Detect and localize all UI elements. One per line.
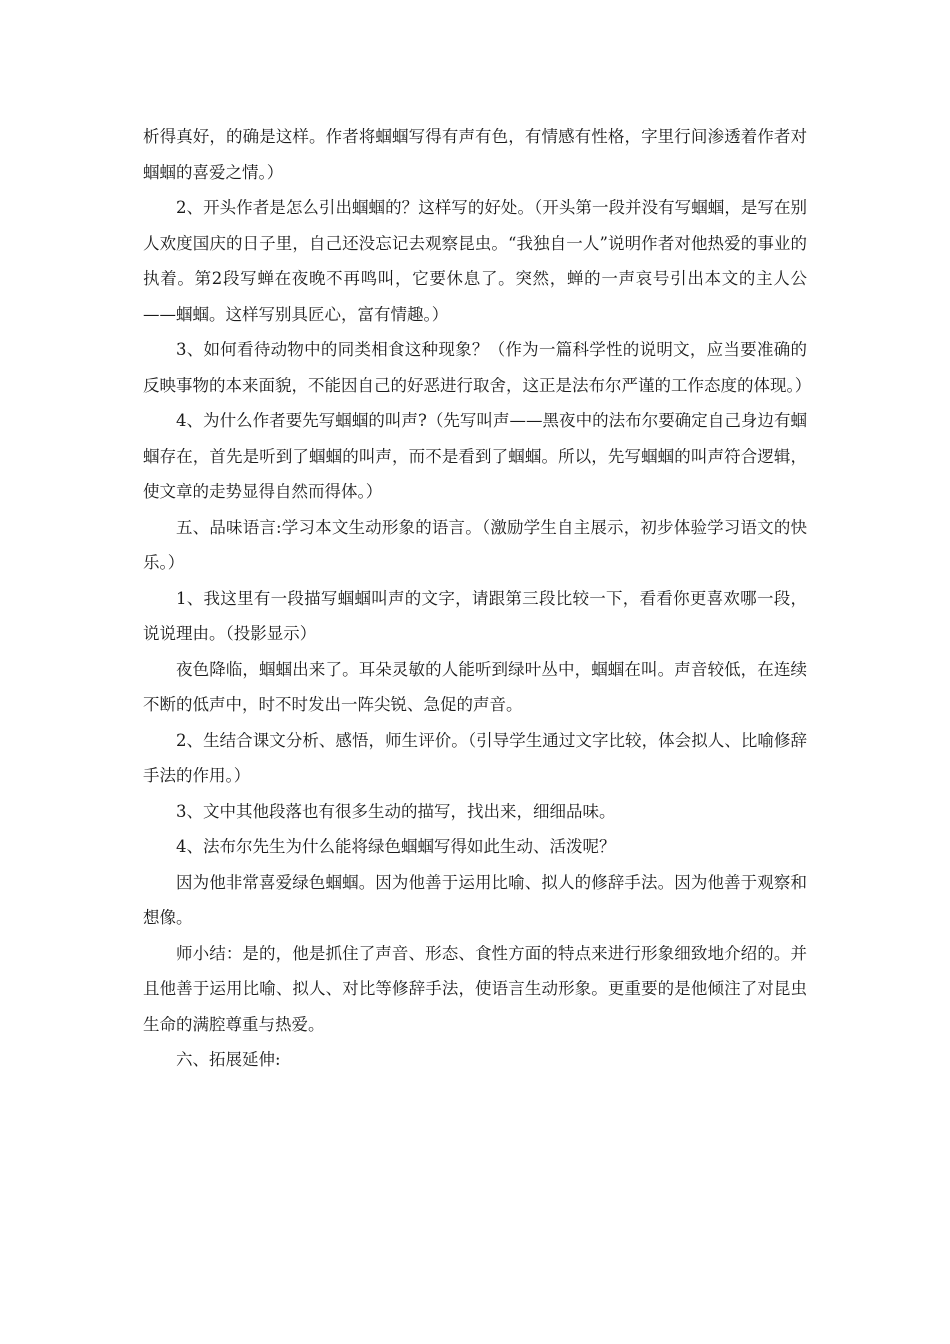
paragraph-6: 1、我这里有一段描写蝈蝈叫声的文字，请跟第三段比较一下，看看你更喜欢哪一段，说说理由。（投影显示）: [143, 588, 807, 643]
paragraph-2: 2、开头作者是怎么引出蝈蝈的？这样写的好处。（开头第一段并没有写蝈蝈，是写在别人欢度国庆的日子里，自己还没忘记去观察昆虫。“我独自一人”说明作者对他热爱的事业的执着。第2段写蝉在夜晚不再鸣叫，它要休息了。突然，蝉的一声哀号引出本文的主人公——蝈蝈。这样写别具匠心，富有情趣。）: [143, 198, 807, 324]
teacher-summary: 师小结：是的，他是抓住了声音、形态、食性方面的特点来进行形象细致地介绍的。并且他善于运用比喻、拟人、对比等修辞手法，使语言生动形象。更重要的是他倾注了对昆虫生命的满腔尊重与热爱。: [143, 943, 807, 1034]
section-heading-6: 六、拓展延伸:: [176, 1050, 281, 1069]
paragraph-10: 4、法布尔先生为什么能将绿色蝈蝈写得如此生动、活泼呢？: [176, 837, 616, 856]
paragraph-3: 3、如何看待动物中的同类相食这种现象？（作为一篇科学性的说明文，应当要准确的反映事物的本来面貌，不能因自己的好恶进行取舍，这正是法布尔严谨的工作态度的体现。）: [143, 340, 812, 395]
quoted-passage: 夜色降临，蝈蝈出来了。耳朵灵敏的人能听到绿叶丛中，蝈蝈在叫。声音较低，在连续不断的低声中，时不时发出一阵尖锐、急促的声音。: [143, 659, 807, 714]
paragraph-8: 2、生结合课文分析、感悟，师生评价。（引导学生通过文字比较，体会拟人、比喻修辞手法的作用。）: [143, 730, 807, 785]
paragraph-9: 3、文中其他段落也有很多生动的描写，找出来，细细品味。: [176, 801, 616, 821]
paragraph-11: 因为他非常喜爱绿色蝈蝈。因为他善于运用比喻、拟人的修辞手法。因为他善于观察和想像。: [143, 872, 807, 927]
document-body: [143, 119, 812, 1078]
section-heading-5: 五、品味语言:学习本文生动形象的语言。（激励学生自主展示，初步体验学习语文的快乐。）: [143, 517, 807, 572]
paragraph-4: 4、为什么作者要先写蝈蝈的叫声?（先写叫声——黑夜中的法布尔要确定自己身边有蝈蝈存在，首先是听到了蝈蝈的叫声，而不是看到了蝈蝈。所以，先写蝈蝈的叫声符合逻辑，使文章的走势显得自然而得体。）: [143, 411, 807, 501]
paragraph-1: 析得真好，的确是这样。作者将蝈蝈写得有声有色，有情感有性格，字里行间渗透着作者对蝈蝈的喜爱之情。）: [143, 127, 807, 182]
